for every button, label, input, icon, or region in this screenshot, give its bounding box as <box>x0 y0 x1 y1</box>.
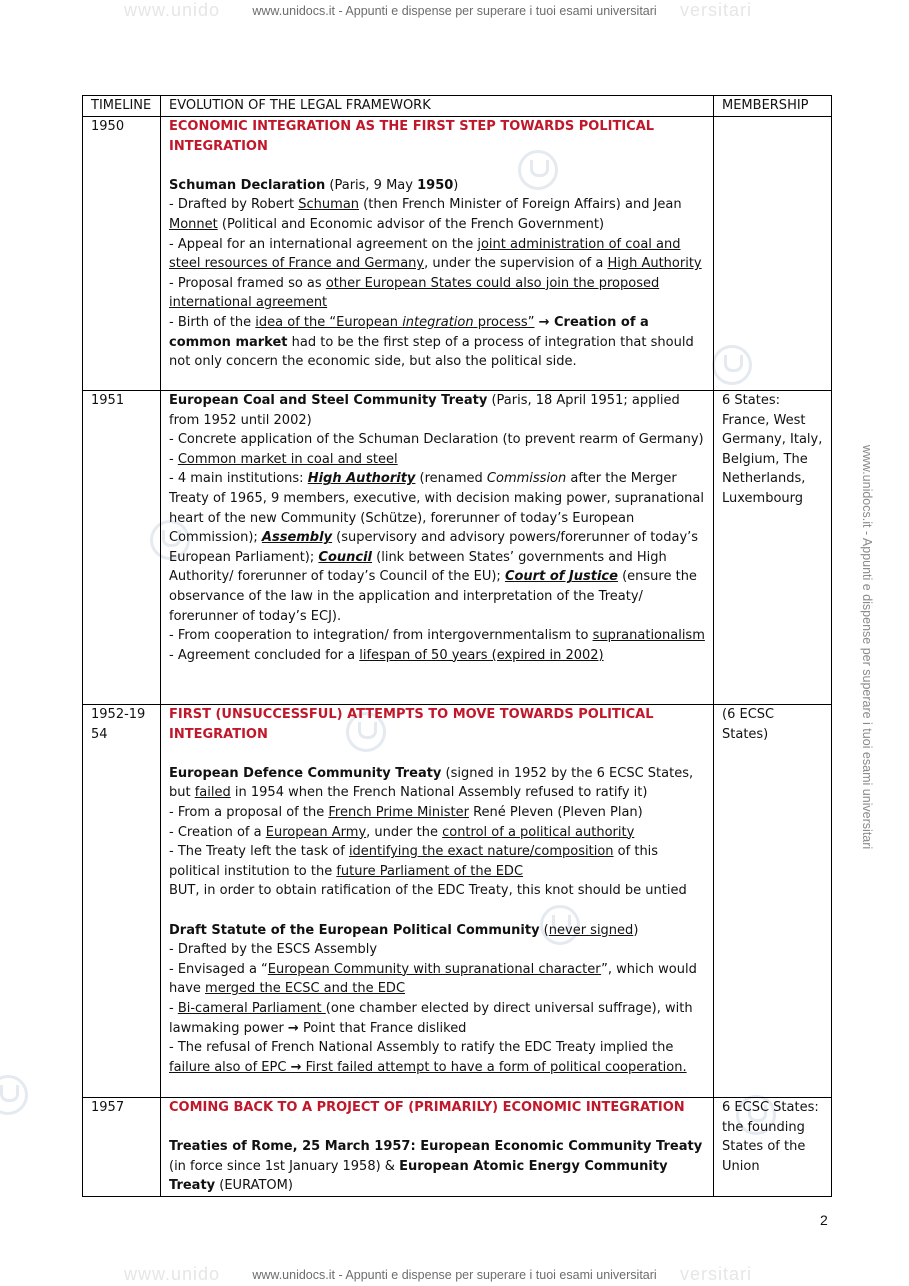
header-watermark <box>0 0 909 20</box>
row-content <box>161 1098 714 1197</box>
side-watermark-right: www.unidocs.it - Appunti e dispense per superare i tuoi esami universitari <box>860 444 875 850</box>
arrow-right-icon: → <box>538 314 550 330</box>
arrow-right-icon: → <box>287 1020 299 1036</box>
paragraph: - Drafted by the ESCS Assembly <box>169 942 378 958</box>
header-watermark-text: www.unidocs.it - Appunti e dispense per superare i tuoi esami universitari <box>252 4 657 18</box>
paragraph: - Appeal for an international agreement on the joint administration of coal and steel resources of France and Germany, under the supervision of a High Authority <box>169 236 702 272</box>
ghost-watermark-left: www.unido <box>124 1264 221 1284</box>
paragraph: - Proposal framed so as other European States could also join the proposed international agreement <box>169 275 660 311</box>
table-row <box>83 1098 832 1197</box>
section-heading: ECONOMIC INTEGRATION AS THE FIRST STEP TOWARDS POLITICAL INTEGRATION <box>169 119 655 154</box>
paragraph: Draft Statute of the European Political Community (never signed) <box>169 922 639 938</box>
paragraph: Schuman Declaration (Paris, 9 May 1950) <box>169 177 459 193</box>
table-row <box>83 391 832 705</box>
paragraph: - Common market in coal and steel <box>169 451 398 467</box>
paragraph: - From cooperation to integration/ from intergovernmentalism to supranationalism <box>169 628 705 644</box>
paragraph: Treaties of Rome, 25 March 1957: European Economic Community Treaty (in force since 1st January 1958) & European Atomic Energy Community Treaty (EURATOM) <box>169 1139 703 1194</box>
header-evolution: EVOLUTION OF THE LEGAL FRAMEWORK <box>161 96 714 117</box>
paragraph: - Drafted by Robert Schuman (then French Minister of Foreign Affairs) and Jean Monnet (Political and Economic advisor of the French Government) <box>169 197 682 232</box>
row-content <box>161 705 714 1098</box>
paragraph: - The refusal of French National Assembly to ratify the EDC Treaty implied the failure also of EPC → First failed attempt to have a form of political cooperation. <box>169 1040 687 1075</box>
unidocs-logo-icon <box>0 1075 28 1115</box>
table-row <box>83 117 832 391</box>
section-heading: FIRST (UNSUCCESSFUL) ATTEMPTS TO MOVE TOWARDS POLITICAL INTEGRATION <box>169 707 654 742</box>
ghost-watermark-right: versitari <box>680 1264 753 1284</box>
section-heading: COMING BACK TO A PROJECT OF (PRIMARILY) ECONOMIC INTEGRATION <box>169 1100 685 1115</box>
row-content <box>161 391 714 705</box>
paragraph: European Coal and Steel Community Treaty (Paris, 18 April 1951; applied from 1952 until 2002) <box>169 393 680 428</box>
legal-framework-table <box>82 95 832 1197</box>
table-header-row <box>83 96 832 117</box>
ghost-watermark-left: www.unido <box>124 0 221 20</box>
row-membership <box>714 117 832 391</box>
footer-watermark-text: www.unidocs.it - Appunti e dispense per superare i tuoi esami universitari <box>252 1268 657 1282</box>
header-membership: MEMBERSHIP <box>714 96 832 117</box>
paragraph: BUT, in order to obtain ratification of the EDC Treaty, this knot should be untied <box>169 883 687 899</box>
row-content <box>161 117 714 391</box>
paragraph: - 4 main institutions: High Authority (renamed Commission after the Merger Treaty of 1965, 9 members, executive, with decision making power, supranational heart of the new Community (Schütze), forerunner of today’s European Commission); Assembly (supervisory and advisory powers/forerunner of today’s European Parliament); Council (link between States’ governments and High Authority/ forerunner of today’s Council of the EU); Court of Justice (ensure the observance of the law in the application and interpretation of the Treaty/ forerunner of today’s ECJ). <box>169 471 704 624</box>
row-membership: 6 States: France, West Germany, Italy, Belgium, The Netherlands, Luxembourg <box>714 391 832 705</box>
paragraph: - Envisaged a “European Community with supranational character”, which would have merged the ECSC and the EDC <box>169 961 697 997</box>
row-membership: (6 ECSC States) <box>714 705 832 1098</box>
paragraph: - Concrete application of the Schuman Declaration (to prevent rearm of Germany) <box>169 432 704 448</box>
paragraph: - Birth of the idea of the “European integration process” → Creation of a common market had to be the first step of a process of integration that should not only concern the economic side, but also the political side. <box>169 314 694 370</box>
row-timeline: 1951 <box>83 391 161 705</box>
paragraph: - Bi-cameral Parliament (one chamber elected by direct universal suffrage), with lawmaking power → Point that France disliked <box>169 1000 693 1036</box>
paragraph: European Defence Community Treaty (signed in 1952 by the 6 ECSC States, but failed in 1954 when the French National Assembly refused to ratify it) <box>169 765 694 801</box>
header-timeline: TIMELINE <box>83 96 161 117</box>
paragraph: - Agreement concluded for a lifespan of 50 years (expired in 2002) <box>169 647 604 663</box>
row-membership: 6 ECSC States: the founding States of the Union <box>714 1098 832 1197</box>
row-timeline: 1957 <box>83 1098 161 1197</box>
arrow-right-icon: → <box>290 1059 302 1075</box>
row-timeline: 1952-1954 <box>83 705 161 1098</box>
paragraph: - The Treaty left the task of identifying the exact nature/composition of this political institution to the future Parliament of the EDC <box>169 844 659 879</box>
row-timeline: 1950 <box>83 117 161 391</box>
ghost-watermark-right: versitari <box>680 0 753 20</box>
paragraph: - From a proposal of the French Prime Minister René Pleven (Pleven Plan) <box>169 804 643 820</box>
paragraph: - Creation of a European Army, under the control of a political authority <box>169 824 635 840</box>
page-number: 2 <box>820 1212 828 1228</box>
footer-watermark <box>0 1264 909 1284</box>
table-row <box>83 705 832 1098</box>
